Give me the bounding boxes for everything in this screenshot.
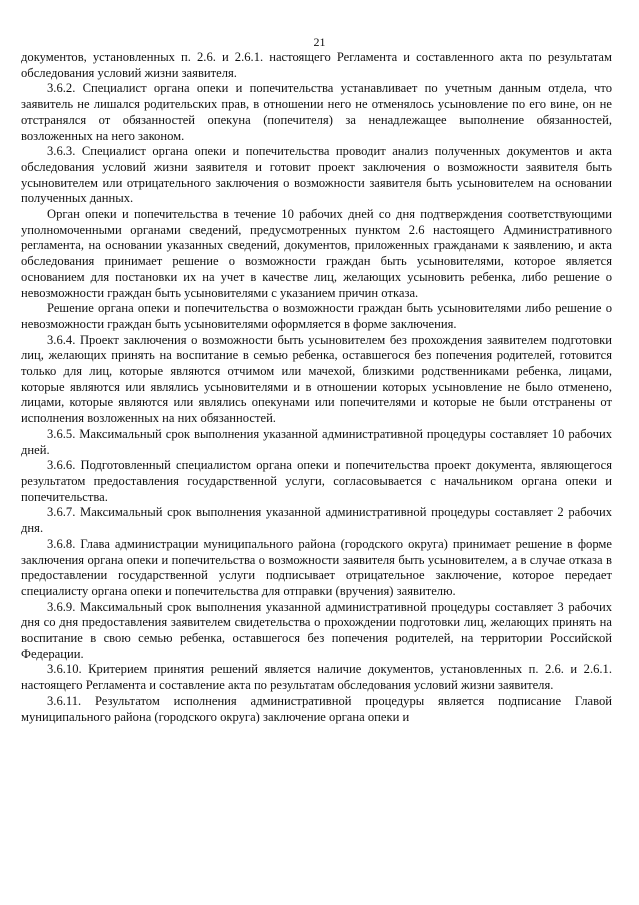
paragraph-3-6-4: 3.6.4. Проект заключения о возможности быть усыновителем без прохождения заявителем подготовки лиц, желающих принять на воспитание в семью ребенка, оставшегося без попечения родителей, готовится только для лиц, которые являются отчимом или мачехой, близкими родственниками ребенка, лицами, которые являются или являлись усыновителями и в отношении которых усыновление не было отменено, лицами, которые являются или являлись опекунами или попечителями и которые не были отстранены от исполнения возложенных на них обязанностей. (21, 332, 612, 426)
paragraph-3-6-9: 3.6.9. Максимальный срок выполнения указанной административной процедуры составляет 3 рабочих дня со дня предоставления заявителем свидетельства о прохождении подготовки лиц, желающих принять на воспитание в свою семью ребенка, оставшегося без попечения родителей, на территории Российской Федерации. (21, 599, 612, 661)
paragraph-3-6-2: 3.6.2. Специалист органа опеки и попечительства устанавливает по учетным данным отдела, что заявитель не лишался родительских прав, в отношении него не отменялось усыновление по его вине, он не отстранялся от обязанностей опекуна (попечителя) за ненадлежащее выполнение обязанностей, возложенных на него законом. (21, 81, 612, 143)
paragraph-3-6-6: 3.6.6. Подготовленный специалистом органа опеки и попечительства проект документа, являющегося результатом предоставления государственной услуги, согласовывается с начальником органа опеки и попечительства. (21, 458, 612, 504)
paragraph-3-6-7: 3.6.7. Максимальный срок выполнения указанной административной процедуры составляет 2 рабочих дня. (21, 505, 612, 536)
page-number: 21 (313, 35, 326, 49)
paragraph-3-6-3: 3.6.3. Специалист органа опеки и попечительства проводит анализ полученных документов и акта обследования условий жизни заявителя и готовит проект заключения о возможности заявителя быть усыновителем или отрицательного заключения о возможности заявителя быть усыновителем на основании полученных данных. (21, 144, 612, 206)
paragraph-3-6-10: 3.6.10. Критерием принятия решений является наличие документов, установленных п. 2.6. и 2.6.1. настоящего Регламента и составление акта по результатам обследования условий жизни заявителя. (21, 662, 612, 693)
paragraph-guardianship-decision: Орган опеки и попечительства в течение 10 рабочих дней со дня подтверждения соответствующими уполномоченными органами сведений, предусмотренных пунктом 2.6 настоящего Административного регламента, на основании указанных сведений, документов, приложенных гражданами к заявлению, и акта обследования принимает решение о возможности граждан быть усыновителями, которое является основанием для постановки их на учет в качестве лиц, желающих усыновить ребенка, либо решение о невозможности граждан быть усыновителями с указанием причин отказа. (21, 207, 612, 300)
document-body (21, 50, 612, 725)
paragraph-3-6-8: 3.6.8. Глава администрации муниципального района (городского округа) принимает решение в форме заключения органа опеки и попечительства о возможности заявителя быть усыновителем, а в случае отказа в предоставлении государственной услуги подписывает отрицательное заключение, которое передает специалисту органа опеки и попечительства для отправки (вручения) заявителю. (21, 536, 612, 598)
paragraph-continuation: документов, установленных п. 2.6. и 2.6.1. настоящего Регламента и составленного акта по результатам обследования условий жизни заявителя. (21, 50, 612, 80)
paragraph-3-6-5: 3.6.5. Максимальный срок выполнения указанной административной процедуры составляет 10 рабочих дней. (21, 426, 612, 457)
paragraph-decision-form: Решение органа опеки и попечительства о возможности граждан быть усыновителями либо решение о невозможности граждан быть усыновителями оформляется в форме заключения. (21, 301, 612, 331)
paragraph-3-6-11: 3.6.11. Результатом исполнения административной процедуры является подписание Главой муниципального района (городского округа) заключение органа опеки и (21, 693, 612, 724)
